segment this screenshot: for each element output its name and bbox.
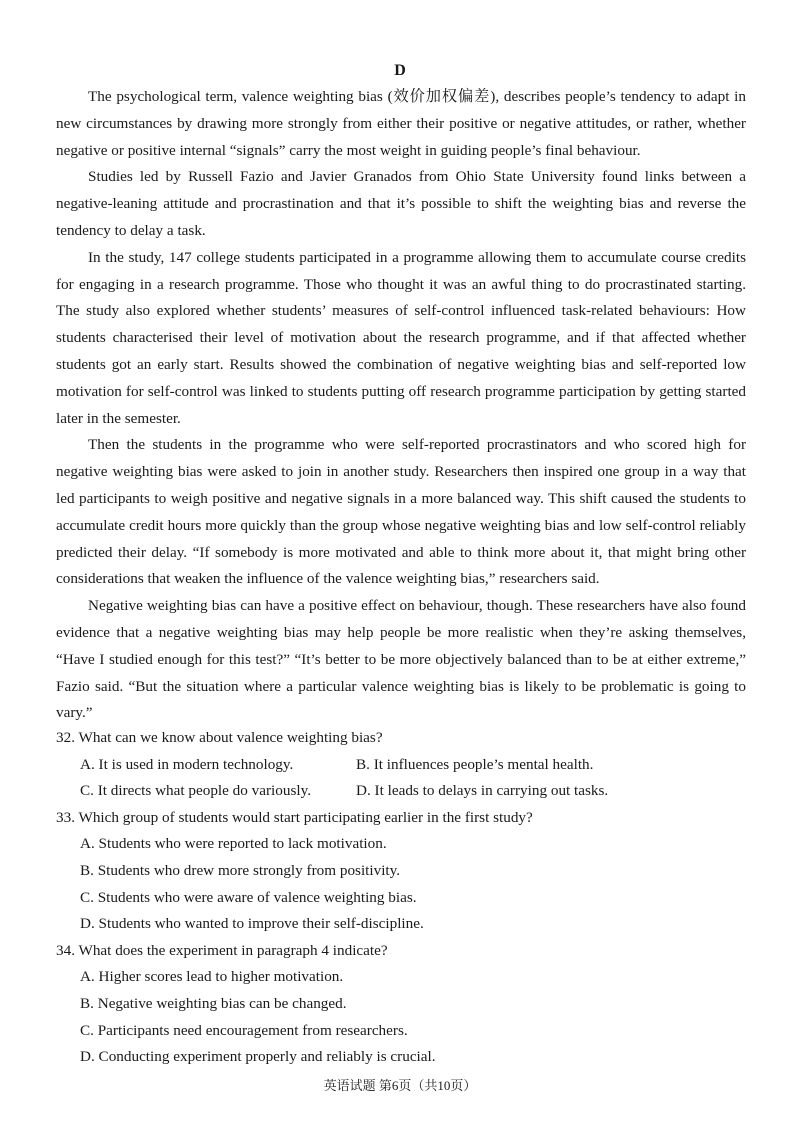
option-c: C. It directs what people do variously.: [80, 782, 311, 800]
question-stem: 32. What can we know about valence weighting bias?: [56, 729, 383, 746]
option-b: B. It influences people’s mental health.: [356, 755, 594, 773]
passage-paragraph-3: In the study, 147 college students participated in a programme allowing them to accumulate course credits for engaging in a research programme. Those who thought it was an awful thing to do procrastinated starting. The study also explored whether students’ measures of self-control influenced task-related behaviours: How students characterised their level of motivation about the research programme, and if that affected whether students got an early start. Results showed the combination of negative weighting bias and self-reported low motivation for self-control was linked to students putting off research programme participation by getting started later in the semester.: [56, 248, 746, 427]
option-b: B. Students who drew more strongly from positivity.: [80, 861, 401, 879]
passage-paragraph-4: Then the students in the programme who were self-reported procrastinators and who scored high for negative weighting bias were asked to join in another study. Researchers then inspired one group in a way that led participants to weigh positive and negative signals in a more balanced way. This shift caused the students to accumulate credit hours more quickly than the group whose negative weighting bias and low self-control reliably predicted their delay. “If somebody is more motivated and able to think more about it, that might bring other considerations that weaken the influence of the valence weighting bias,” researchers said.: [56, 436, 746, 588]
question-stem: 34. What does the experiment in paragraph 4 indicate?: [56, 941, 388, 959]
option-group: [56, 831, 746, 937]
question-33: [56, 805, 746, 938]
option-d: D. Students who wanted to improve their self-discipline.: [80, 915, 424, 933]
passage-paragraph-2: Studies led by Russell Fazio and Javier Granados from Ohio State University found links between a negative-leaning attitude and procrastination and that it’s possible to shift the weighting bias and reverse the tendency to delay a task.: [56, 168, 746, 239]
passage-paragraph-5: Negative weighting bias can have a positive effect on behaviour, though. These researchers have also found evidence that a negative weighting bias may help people be more realistic when they’re asking themselves, “Have I studied enough for this test?” “It’s better to be more objectively balanced than to be at either extreme,” Fazio said. “But the situation where a particular valence weighting bias is likely to be problematic is going to vary.”: [56, 597, 746, 722]
reading-passage: [56, 84, 746, 727]
question-34: [56, 938, 746, 1071]
question-list: [56, 725, 746, 1071]
option-a: A. Higher scores lead to higher motivation.: [80, 968, 344, 986]
question-32: [56, 725, 746, 805]
option-c: C. Participants need encouragement from researchers.: [80, 1021, 408, 1039]
question-stem: 33. Which group of students would start participating earlier in the first study?: [56, 808, 533, 826]
option-d: D. Conducting experiment properly and reliably is crucial.: [80, 1048, 436, 1066]
section-title: D: [394, 62, 406, 79]
option-group: [56, 752, 746, 805]
option-a: A. Students who were reported to lack motivation.: [80, 835, 387, 853]
option-a: A. It is used in modern technology.: [80, 755, 294, 773]
option-d: D. It leads to delays in carrying out tasks.: [356, 782, 609, 800]
option-group: [56, 964, 746, 1070]
page-footer: 英语试题 第6页（共10页）: [323, 1078, 477, 1093]
option-c: C. Students who were aware of valence weighting bias.: [80, 888, 417, 906]
option-b: B. Negative weighting bias can be changed.: [80, 994, 347, 1012]
passage-paragraph-1: The psychological term, valence weighting bias (效价加权偏差), describes people’s tendency to adapt in new circumstances by drawing more strongly from either their positive or negative attitudes, or rather, whether negative or positive internal “signals” carry the most weight in guiding people’s final behaviour.: [56, 88, 746, 159]
